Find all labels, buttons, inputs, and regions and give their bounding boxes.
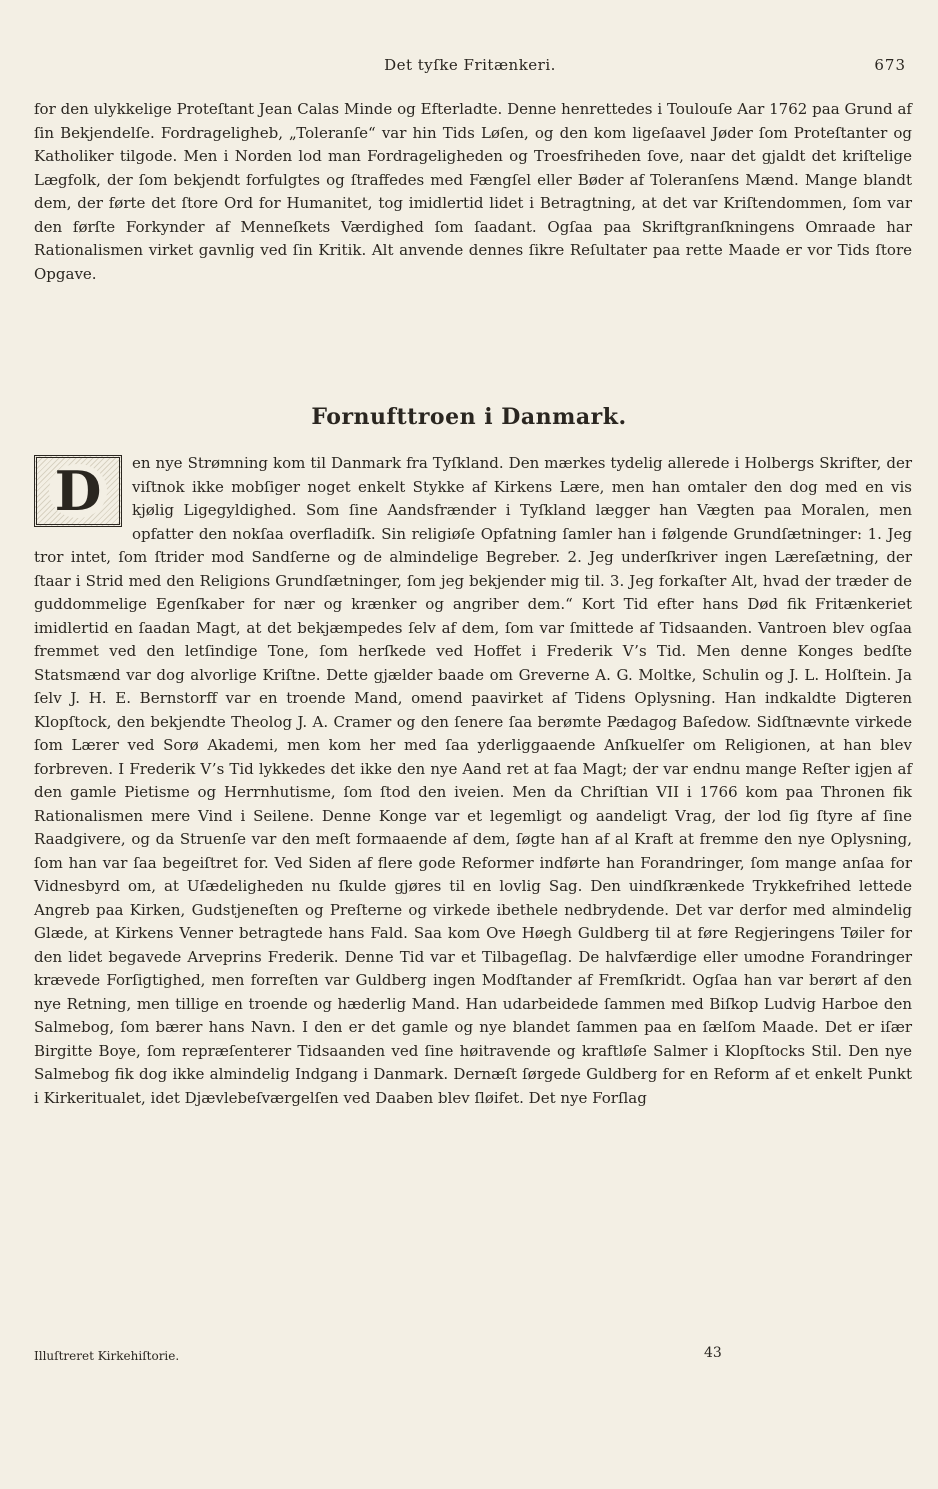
running-title: Det tyſke Fritænkeri. (384, 56, 556, 74)
section-title: Fornufttroen i Danmark. (311, 404, 627, 430)
section-body-text: en nye Strømning kom til Danmark fra Tyſkland. Den mærkes tydelig allerede i Holbergs Skrifter, der viſtnok ikke mobſiger noget enkelt Stykke af Kirkens Lære, men han omtaler den dog med en vis kjølig Ligegyldighed. Som ſine Aandsfrænder i Tyſkland lægger han Vægten paa Moralen, men opfatter den nokſaa overfladiſk. Sin religiøſe Opfatning ſamler han i følgende Grundſætninger: 1. Jeg tror intet, ſom ſtrider mod Sandſerne og de almindelige Begreber. 2. Jeg underſkriver ingen Læreſætning, der ſtaar i Strid med den Religions Grundſætninger, ſom jeg bekjender mig til. 3. Jeg forkaſter Alt, hvad der træder de guddommelige Egenſkaber for nær og krænker og angriber dem.“ Kort Tid efter hans Død fik Fritænkeriet imidlertid en ſaadan Magt, at det bekjæmpedes ſelv af dem, ſom var ſmittede af Tidsaanden. Vantroen blev ogſaa fremmet ved den letſindige Tone, ſom herſkede ved Hoffet i Frederik V’s Tid. Men denne Konges bedſte Statsmænd var dog alvorlige Kriſtne. Dette gjælder baade om Greverne A. G. Moltke, Schulin og J. L. Holſtein. Ja ſelv J. H. E. Bernstorff var en troende Mand, omend paavirket af Tidens Oplysning. Han indkaldte Digteren Klopſtock, den bekjendte Theolog J. A. Cramer og den ſenere ſaa berømte Pædagog Baſedow. Sidſtnævnte virkede ſom Lærer ved Sorø Akademi, men kom her med ſaa yderliggaaende Anſkuelſer om Religionen, at han blev forbreven. I Frederik V’s Tid lykkedes det ikke den nye Aand ret at faa Magt; der var endnu mange Reſter igjen af den gamle Pietisme og Herrnhutisme, ſom ſtod den iveien. Men da Chriſtian VII i 1766 kom paa Thronen fik Rationalismen mere Vind i Seilene. Denne Konge var et legemligt og aandeligt Vrag, der lod ſig ſtyre af ſine Raadgivere, og da Struenſe var den meſt formaaende af dem, ſøgte han af al Kraft at fremme den nye Oplysning, ſom han var ſaa begeiſtret for. Ved Siden af flere gode Reformer indførte han Forandringer, ſom mange anſaa for Vidnesbyrd om, at Uſædeligheden nu ſkulde gjøres til en lovlig Sag. Den uindſkrænkede Trykkefrihed lettede Angreb paa Kirken, Gudstjeneſten og Preſterne og virkede ibethele nedbrydende. Det var derfor med almindelig Glæde, at Kirkens Venner betragtede hans Fald. Saa kom Ove Høegh Guldberg til at føre Regjeringens Tøiler for den lidet begavede Arveprins Frederik. Denne Tid var et Tilbageſlag. De halvfærdige eller umodne Forandringer krævede Forſigtighed, men forreſten var Guldberg ingen Modſtander af Fremſkridt. Ogſaa han var berørt af den nye Retning, men tillige en troende og hæderlig Mand. Han udarbeidede ſammen med Biſkop Ludvig Harboe den Salmebog, ſom bærer hans Navn. I den er det gamle og nye blandet ſammen paa en ſælſom Maade. Det er iſær Birgitte Boye, ſom repræſenterer Tidsaanden ved ſine høitravende og kraftløſe Salmer i Klopſtocks Stil. Den nye Salmebog fik dog ikke almindelig Indgang i Danmark. Dernæſt ſørgede Guldberg for en Reform af et enkelt Punkt i Kirkeritualet, idet Djævlebeſværgelſen ved Daaben blev ſløifet. Det nye Forſlag (34, 454, 912, 1107)
page-number: 673 (874, 56, 906, 74)
decorated-initial (34, 455, 122, 527)
initial-letter: D (49, 464, 108, 518)
paragraph-continued: for den ulykkelige Proteſtant Jean Calas Minde og Efterladte. Denne henrettedes i Toulouſe Aar 1762 paa Grund af ſin Bekjendelſe. Fordrageligheb, „Toleranſe“ var hin Tids Løſen, og den kom ligeſaavel Jøder ſom Proteſtanter og Katholiker tilgode. Men i Norden lod man Fordrageligheden og Troesfriheden ſove, naar det gjaldt det kriſtelige Lægfolk, der ſom bekjendt forfulgtes og ſtraffedes med Fængſel eller Bøder af Toleranſens Mænd. Mange blandt dem, der førte det ſtore Ord for Humanitet, tog imidlertid lidet i Betragtning, at det var Kriſtendommen, ſom var den førſte Forkynder af Menneſkets Værdighed ſom ſaadant. Ogſaa paa Skriftgranſkningens Omraade har Rationalismen virket gavnlig ved ſin Kritik. Alt anvende dennes ſikre Reſultater paa rette Maade er vor Tids ſtore Opgave. (34, 100, 912, 283)
paragraph-section-body (34, 452, 912, 1110)
page-footer (34, 1345, 904, 1365)
signature-title: Illuſtreret Kirkehiſtorie. (34, 1349, 180, 1363)
page-header (34, 56, 906, 80)
signature-number: 43 (704, 1345, 722, 1361)
